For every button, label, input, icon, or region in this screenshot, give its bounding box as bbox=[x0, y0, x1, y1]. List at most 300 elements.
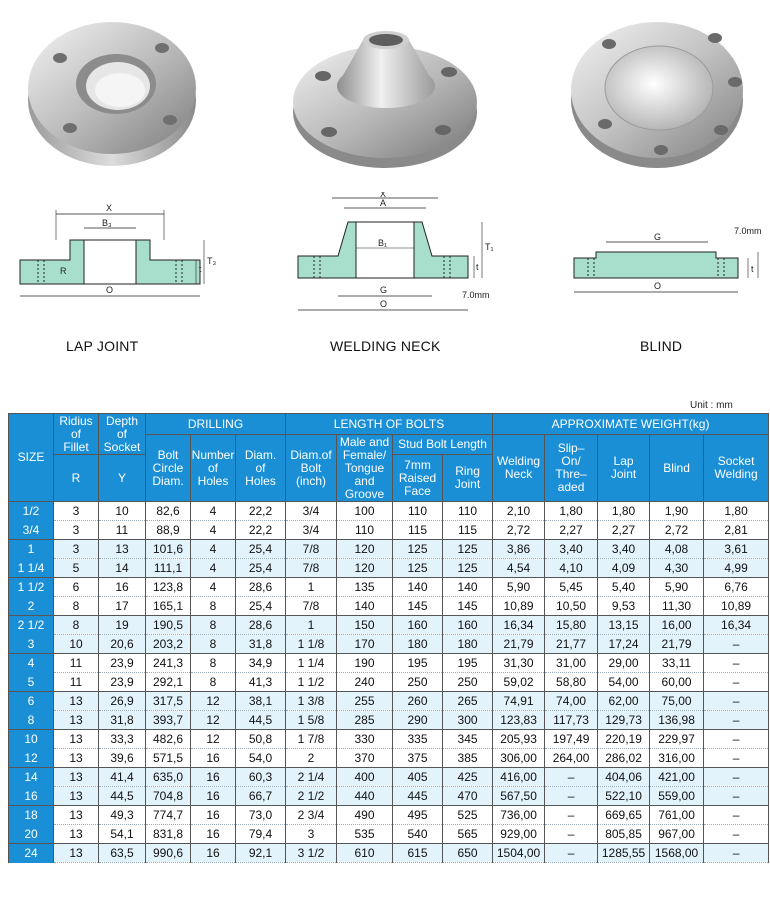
value-cell: 33,3 bbox=[99, 730, 146, 749]
unit-label: Unit : mm bbox=[690, 400, 733, 411]
header-male-female: Male and Female/ Tongue and Groove bbox=[337, 435, 393, 502]
header-ring-joint: Ring Joint bbox=[443, 455, 493, 502]
value-cell: 110 bbox=[443, 502, 493, 521]
value-cell: 79,4 bbox=[236, 825, 286, 844]
value-cell: 615 bbox=[393, 844, 443, 863]
value-cell: 1 5/8 bbox=[286, 711, 337, 730]
caption-lap-joint: LAP JOINT bbox=[66, 338, 139, 354]
size-cell: 8 bbox=[9, 711, 54, 730]
size-cell: 2 1/2 bbox=[9, 616, 54, 635]
header-welding-neck: Welding Neck bbox=[493, 435, 545, 502]
value-cell: 3,86 bbox=[493, 540, 545, 559]
value-cell: 39,6 bbox=[99, 749, 146, 768]
value-cell: 2 3/4 bbox=[286, 806, 337, 825]
value-cell: 11,30 bbox=[650, 597, 704, 616]
value-cell: 286,02 bbox=[598, 749, 650, 768]
size-cell: 10 bbox=[9, 730, 54, 749]
value-cell: 170 bbox=[337, 635, 393, 654]
value-cell: 13,15 bbox=[598, 616, 650, 635]
value-cell: 16,34 bbox=[493, 616, 545, 635]
value-cell: 16 bbox=[191, 749, 236, 768]
value-cell: – bbox=[545, 768, 598, 787]
value-cell: 34,9 bbox=[236, 654, 286, 673]
value-cell: 1 1/2 bbox=[286, 673, 337, 692]
value-cell: 635,0 bbox=[146, 768, 191, 787]
header-socket-welding: Socket Welding bbox=[704, 435, 769, 502]
value-cell: 123,8 bbox=[146, 578, 191, 597]
value-cell: 967,00 bbox=[650, 825, 704, 844]
value-cell: 2,81 bbox=[704, 521, 769, 540]
value-cell: 13 bbox=[54, 749, 99, 768]
value-cell: 195 bbox=[393, 654, 443, 673]
value-cell: 205,93 bbox=[493, 730, 545, 749]
value-cell: 145 bbox=[393, 597, 443, 616]
table-row bbox=[9, 692, 769, 711]
value-cell: 75,00 bbox=[650, 692, 704, 711]
value-cell: – bbox=[545, 806, 598, 825]
table-row bbox=[9, 844, 769, 863]
value-cell: 6 bbox=[54, 578, 99, 597]
table-row bbox=[9, 730, 769, 749]
value-cell: 62,00 bbox=[598, 692, 650, 711]
value-cell: 120 bbox=[337, 559, 393, 578]
value-cell: 375 bbox=[393, 749, 443, 768]
header-size: SIZE bbox=[9, 414, 54, 502]
value-cell: 495 bbox=[393, 806, 443, 825]
value-cell: 12 bbox=[191, 692, 236, 711]
value-cell: 482,6 bbox=[146, 730, 191, 749]
value-cell: 92,1 bbox=[236, 844, 286, 863]
value-cell: 540 bbox=[393, 825, 443, 844]
value-cell: 1 bbox=[286, 616, 337, 635]
value-cell: 74,00 bbox=[545, 692, 598, 711]
value-cell: 610 bbox=[337, 844, 393, 863]
value-cell: 16 bbox=[191, 844, 236, 863]
dim-t1-label: T₁ bbox=[485, 242, 494, 252]
value-cell: 4,30 bbox=[650, 559, 704, 578]
value-cell: 17 bbox=[99, 597, 146, 616]
table-row bbox=[9, 768, 769, 787]
value-cell: 74,91 bbox=[493, 692, 545, 711]
value-cell: 220,19 bbox=[598, 730, 650, 749]
header-length-of-bolts: LENGTH OF BOLTS bbox=[286, 414, 493, 435]
value-cell: 16 bbox=[191, 787, 236, 806]
value-cell: 23,9 bbox=[99, 673, 146, 692]
value-cell: 405 bbox=[393, 768, 443, 787]
value-cell: 385 bbox=[443, 749, 493, 768]
value-cell: 50,8 bbox=[236, 730, 286, 749]
value-cell: 404,06 bbox=[598, 768, 650, 787]
value-cell: 1,90 bbox=[650, 502, 704, 521]
table-row bbox=[9, 749, 769, 768]
size-cell: 1 1/2 bbox=[9, 578, 54, 597]
value-cell: – bbox=[704, 635, 769, 654]
value-cell: 13 bbox=[54, 825, 99, 844]
table-row bbox=[9, 597, 769, 616]
size-cell: 3 bbox=[9, 635, 54, 654]
dim-g-label-blind: G bbox=[654, 232, 662, 242]
value-cell: – bbox=[704, 806, 769, 825]
value-cell: 25,4 bbox=[236, 597, 286, 616]
table-body bbox=[9, 502, 769, 863]
value-cell: 2,27 bbox=[545, 521, 598, 540]
welding-neck-flange-photo bbox=[285, 0, 485, 180]
value-cell: 33,11 bbox=[650, 654, 704, 673]
value-cell: 4 bbox=[191, 578, 236, 597]
blind-flange-photo bbox=[565, 0, 750, 180]
size-cell: 3/4 bbox=[9, 521, 54, 540]
value-cell: 63,5 bbox=[99, 844, 146, 863]
value-cell: 2 1/4 bbox=[286, 768, 337, 787]
value-cell: 25,4 bbox=[236, 559, 286, 578]
value-cell: 805,85 bbox=[598, 825, 650, 844]
welding-neck-drawing bbox=[288, 192, 498, 322]
table-row bbox=[9, 787, 769, 806]
value-cell: 10,89 bbox=[704, 597, 769, 616]
value-cell: 5,40 bbox=[598, 578, 650, 597]
value-cell: 250 bbox=[443, 673, 493, 692]
value-cell: 8 bbox=[54, 616, 99, 635]
value-cell: 31,30 bbox=[493, 654, 545, 673]
value-cell: 306,00 bbox=[493, 749, 545, 768]
value-cell: 13 bbox=[54, 787, 99, 806]
table-row bbox=[9, 616, 769, 635]
value-cell: 1,80 bbox=[598, 502, 650, 521]
value-cell: 2 bbox=[286, 749, 337, 768]
value-cell: 49,3 bbox=[99, 806, 146, 825]
value-cell: 11 bbox=[54, 673, 99, 692]
value-cell: 16 bbox=[191, 768, 236, 787]
value-cell: 3/4 bbox=[286, 502, 337, 521]
size-cell: 20 bbox=[9, 825, 54, 844]
value-cell: 11 bbox=[54, 654, 99, 673]
value-cell: 2,72 bbox=[493, 521, 545, 540]
value-cell: 12 bbox=[191, 711, 236, 730]
value-cell: 197,49 bbox=[545, 730, 598, 749]
value-cell: 565 bbox=[443, 825, 493, 844]
caption-welding-neck: WELDING NECK bbox=[330, 338, 441, 354]
value-cell: 13 bbox=[54, 768, 99, 787]
header-y: Y bbox=[99, 455, 146, 502]
value-cell: 2 1/2 bbox=[286, 787, 337, 806]
size-cell: 18 bbox=[9, 806, 54, 825]
value-cell: 115 bbox=[443, 521, 493, 540]
value-cell: 1,80 bbox=[704, 502, 769, 521]
value-cell: 20,6 bbox=[99, 635, 146, 654]
value-cell: 704,8 bbox=[146, 787, 191, 806]
table-row bbox=[9, 673, 769, 692]
value-cell: 3,40 bbox=[598, 540, 650, 559]
value-cell: 26,9 bbox=[99, 692, 146, 711]
size-cell: 14 bbox=[9, 768, 54, 787]
value-cell: 8 bbox=[191, 635, 236, 654]
value-cell: 125 bbox=[393, 559, 443, 578]
value-cell: 7/8 bbox=[286, 559, 337, 578]
value-cell: 4,54 bbox=[493, 559, 545, 578]
value-cell: 21,77 bbox=[545, 635, 598, 654]
value-cell: 22,2 bbox=[236, 521, 286, 540]
value-cell: 400 bbox=[337, 768, 393, 787]
value-cell: 21,79 bbox=[650, 635, 704, 654]
size-cell: 6 bbox=[9, 692, 54, 711]
value-cell: 264,00 bbox=[545, 749, 598, 768]
value-cell: 290 bbox=[393, 711, 443, 730]
blind-drawing bbox=[566, 220, 770, 310]
value-cell: – bbox=[704, 768, 769, 787]
value-cell: 44,5 bbox=[236, 711, 286, 730]
header-r: R bbox=[54, 455, 99, 502]
value-cell: 425 bbox=[443, 768, 493, 787]
value-cell: 3 bbox=[54, 540, 99, 559]
table-row bbox=[9, 654, 769, 673]
header-approx-weight: APPROXIMATE WEIGHT(kg) bbox=[493, 414, 769, 435]
value-cell: 31,8 bbox=[236, 635, 286, 654]
table-row bbox=[9, 502, 769, 521]
value-cell: 571,5 bbox=[146, 749, 191, 768]
value-cell: 240 bbox=[337, 673, 393, 692]
header-blind: Blind bbox=[650, 435, 704, 502]
value-cell: 73,0 bbox=[236, 806, 286, 825]
value-cell: 22,2 bbox=[236, 502, 286, 521]
value-cell: 8 bbox=[191, 616, 236, 635]
value-cell: 13 bbox=[99, 540, 146, 559]
value-cell: 31,00 bbox=[545, 654, 598, 673]
value-cell: 117,73 bbox=[545, 711, 598, 730]
value-cell: 125 bbox=[443, 559, 493, 578]
value-cell: 3/4 bbox=[286, 521, 337, 540]
value-cell: – bbox=[704, 749, 769, 768]
value-cell: 559,00 bbox=[650, 787, 704, 806]
lap-joint-flange-photo bbox=[20, 0, 200, 180]
value-cell: 300 bbox=[443, 711, 493, 730]
value-cell: 38,1 bbox=[236, 692, 286, 711]
value-cell: – bbox=[704, 825, 769, 844]
value-cell: 180 bbox=[393, 635, 443, 654]
value-cell: 14 bbox=[99, 559, 146, 578]
value-cell: – bbox=[545, 844, 598, 863]
table-row bbox=[9, 540, 769, 559]
value-cell: 736,00 bbox=[493, 806, 545, 825]
value-cell: 335 bbox=[393, 730, 443, 749]
value-cell: 111,1 bbox=[146, 559, 191, 578]
value-cell: 1 bbox=[286, 578, 337, 597]
size-cell: 1/2 bbox=[9, 502, 54, 521]
value-cell: 10,89 bbox=[493, 597, 545, 616]
value-cell: 4,99 bbox=[704, 559, 769, 578]
value-cell: 229,97 bbox=[650, 730, 704, 749]
value-cell: 190 bbox=[337, 654, 393, 673]
value-cell: 54,1 bbox=[99, 825, 146, 844]
value-cell: 317,5 bbox=[146, 692, 191, 711]
table-row bbox=[9, 578, 769, 597]
value-cell: 9,53 bbox=[598, 597, 650, 616]
value-cell: 145 bbox=[443, 597, 493, 616]
value-cell: 567,50 bbox=[493, 787, 545, 806]
value-cell: 1285,55 bbox=[598, 844, 650, 863]
value-cell: 990,6 bbox=[146, 844, 191, 863]
value-cell: 125 bbox=[443, 540, 493, 559]
value-cell: 4,08 bbox=[650, 540, 704, 559]
value-cell: 23,9 bbox=[99, 654, 146, 673]
value-cell: 4 bbox=[191, 521, 236, 540]
value-cell: 1 7/8 bbox=[286, 730, 337, 749]
value-cell: 12 bbox=[191, 730, 236, 749]
size-cell: 2 bbox=[9, 597, 54, 616]
dim-o-label-blind: O bbox=[654, 281, 662, 291]
value-cell: 2,10 bbox=[493, 502, 545, 521]
value-cell: 3 bbox=[286, 825, 337, 844]
dim-t-label: t bbox=[199, 264, 202, 274]
dim-7mm-label-blind: 7.0mm bbox=[734, 226, 762, 236]
value-cell: 1504,00 bbox=[493, 844, 545, 863]
value-cell: 54,00 bbox=[598, 673, 650, 692]
value-cell: 2,27 bbox=[598, 521, 650, 540]
value-cell: 241,3 bbox=[146, 654, 191, 673]
value-cell: 8 bbox=[191, 597, 236, 616]
header-raised-face: 7mm Raised Face bbox=[393, 455, 443, 502]
value-cell: – bbox=[704, 730, 769, 749]
value-cell: 3 bbox=[54, 521, 99, 540]
value-cell: 88,9 bbox=[146, 521, 191, 540]
value-cell: 330 bbox=[337, 730, 393, 749]
value-cell: 669,65 bbox=[598, 806, 650, 825]
value-cell: 140 bbox=[337, 597, 393, 616]
value-cell: 203,2 bbox=[146, 635, 191, 654]
value-cell: 160 bbox=[393, 616, 443, 635]
value-cell: 136,98 bbox=[650, 711, 704, 730]
value-cell: 255 bbox=[337, 692, 393, 711]
table-row bbox=[9, 711, 769, 730]
value-cell: 774,7 bbox=[146, 806, 191, 825]
value-cell: – bbox=[704, 673, 769, 692]
value-cell: 54,0 bbox=[236, 749, 286, 768]
value-cell: 59,02 bbox=[493, 673, 545, 692]
value-cell: – bbox=[704, 654, 769, 673]
value-cell: 31,8 bbox=[99, 711, 146, 730]
value-cell: 165,1 bbox=[146, 597, 191, 616]
value-cell: 25,4 bbox=[236, 540, 286, 559]
value-cell: 19 bbox=[99, 616, 146, 635]
value-cell: 123,83 bbox=[493, 711, 545, 730]
header-bolt-circle: Bolt Circle Diam. bbox=[146, 435, 191, 502]
dim-7mm-label-wn: 7.0mm bbox=[462, 290, 490, 300]
value-cell: 7/8 bbox=[286, 540, 337, 559]
value-cell: 82,6 bbox=[146, 502, 191, 521]
header-diam-holes: Diam. of Holes bbox=[236, 435, 286, 502]
value-cell: 370 bbox=[337, 749, 393, 768]
value-cell: 13 bbox=[54, 844, 99, 863]
value-cell: – bbox=[704, 844, 769, 863]
lap-joint-drawing bbox=[10, 200, 220, 310]
value-cell: 490 bbox=[337, 806, 393, 825]
value-cell: 8 bbox=[54, 597, 99, 616]
value-cell: 285 bbox=[337, 711, 393, 730]
dim-o-label-wn: O bbox=[380, 299, 388, 309]
value-cell: – bbox=[545, 787, 598, 806]
value-cell: 4 bbox=[191, 559, 236, 578]
value-cell: 522,10 bbox=[598, 787, 650, 806]
header-diam-bolt: Diam.of Bolt (inch) bbox=[286, 435, 337, 502]
value-cell: 5,90 bbox=[493, 578, 545, 597]
value-cell: 16,00 bbox=[650, 616, 704, 635]
header-num-holes: Number of Holes bbox=[191, 435, 236, 502]
caption-blind: BLIND bbox=[640, 338, 683, 354]
dim-g-label-wn: G bbox=[380, 285, 388, 295]
value-cell: 120 bbox=[337, 540, 393, 559]
value-cell: 140 bbox=[393, 578, 443, 597]
value-cell: 535 bbox=[337, 825, 393, 844]
value-cell: 5 bbox=[54, 559, 99, 578]
value-cell: 421,00 bbox=[650, 768, 704, 787]
value-cell: 2,72 bbox=[650, 521, 704, 540]
value-cell: – bbox=[704, 711, 769, 730]
dim-r-label: R bbox=[60, 266, 67, 276]
table-row bbox=[9, 825, 769, 844]
value-cell: 8 bbox=[191, 654, 236, 673]
value-cell: 440 bbox=[337, 787, 393, 806]
value-cell: 66,7 bbox=[236, 787, 286, 806]
value-cell: 445 bbox=[393, 787, 443, 806]
value-cell: 11 bbox=[99, 521, 146, 540]
value-cell: 17,24 bbox=[598, 635, 650, 654]
flange-spec-table bbox=[8, 413, 769, 863]
value-cell: 470 bbox=[443, 787, 493, 806]
value-cell: 129,73 bbox=[598, 711, 650, 730]
value-cell: 525 bbox=[443, 806, 493, 825]
value-cell: 15,80 bbox=[545, 616, 598, 635]
value-cell: 650 bbox=[443, 844, 493, 863]
value-cell: 1 1/4 bbox=[286, 654, 337, 673]
value-cell: 10 bbox=[99, 502, 146, 521]
value-cell: 316,00 bbox=[650, 749, 704, 768]
table-row bbox=[9, 559, 769, 578]
table-row bbox=[9, 806, 769, 825]
value-cell: 265 bbox=[443, 692, 493, 711]
value-cell: 21,79 bbox=[493, 635, 545, 654]
value-cell: 393,7 bbox=[146, 711, 191, 730]
value-cell: 1 3/8 bbox=[286, 692, 337, 711]
value-cell: 101,6 bbox=[146, 540, 191, 559]
value-cell: 41,4 bbox=[99, 768, 146, 787]
value-cell: 115 bbox=[393, 521, 443, 540]
value-cell: 1568,00 bbox=[650, 844, 704, 863]
header-slip-on: Slip– On/ Thre– aded bbox=[545, 435, 598, 502]
size-cell: 16 bbox=[9, 787, 54, 806]
value-cell: 260 bbox=[393, 692, 443, 711]
value-cell: 416,00 bbox=[493, 768, 545, 787]
value-cell: 10 bbox=[54, 635, 99, 654]
value-cell: 60,3 bbox=[236, 768, 286, 787]
value-cell: 190,5 bbox=[146, 616, 191, 635]
value-cell: 1,80 bbox=[545, 502, 598, 521]
value-cell: – bbox=[704, 787, 769, 806]
value-cell: 292,1 bbox=[146, 673, 191, 692]
value-cell: 29,00 bbox=[598, 654, 650, 673]
value-cell: 3 bbox=[54, 502, 99, 521]
value-cell: 125 bbox=[393, 540, 443, 559]
size-cell: 1 1/4 bbox=[9, 559, 54, 578]
size-cell: 1 bbox=[9, 540, 54, 559]
value-cell: 7/8 bbox=[286, 597, 337, 616]
value-cell: 195 bbox=[443, 654, 493, 673]
dim-o-label: O bbox=[106, 285, 114, 295]
value-cell: 761,00 bbox=[650, 806, 704, 825]
value-cell: 135 bbox=[337, 578, 393, 597]
value-cell: 41,3 bbox=[236, 673, 286, 692]
dim-a-label: A bbox=[380, 198, 387, 208]
value-cell: 28,6 bbox=[236, 616, 286, 635]
value-cell: 3,61 bbox=[704, 540, 769, 559]
